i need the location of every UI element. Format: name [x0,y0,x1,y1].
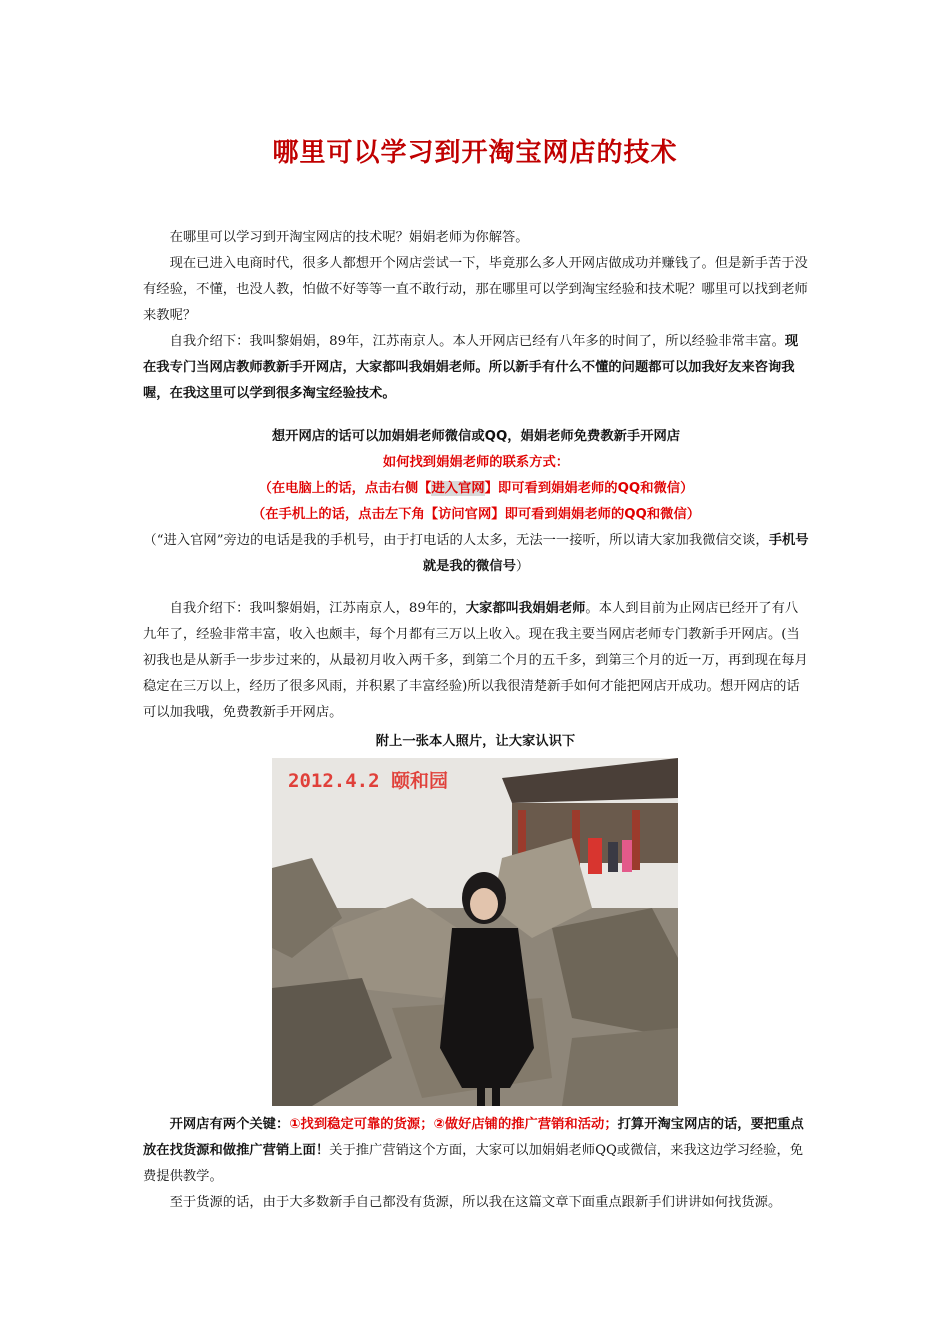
keys-bold: 打算开淘宝网店的话，要把重点放在找货源和做推广营销上面！ [143,1117,804,1158]
intro2-bold: 大家都叫我娟娟老师 [465,601,586,616]
intro2-paragraph [143,596,808,726]
photo-caption: 附上一张本人照片，让大家认识下 [375,734,576,749]
intro2-post: 。本人到目前为止网店已经开了有八九年了，经验非常丰富，收入也颇丰，每个月都有三万以上收入。现在我主要当网店老师专门教新手开网店。(当初我也是从新手一步步过来的，从最初月收入两千多，到第二个月的五千多，到第三个月的近一万，再到现在每月稳定在三万以上，经历了很多风雨，并积累了丰富经验)所以我很清楚新手如何才能把网店开成功。想开网店的话可以加我哦，免费教新手开网店。 [143,601,808,720]
keys-normal: 关于推广营销这个方面，大家可以加娟娟老师QQ或微信，来我这边学习经验，免费提供教学。 [143,1143,804,1184]
intro-bold-text: 现在我专门当网店教师教新手开网店，大家都叫我娟娟老师。所以新手有什么不懂的问题都可以加我好友来咨询我喔，在我这里可以学到很多淘宝经验技术。 [143,334,799,401]
page-title: 哪里可以学习到开淘宝网店的技术 [272,138,678,168]
keys-section [143,1112,808,1216]
contact-line-3-pre: （在电脑上的话，点击右侧【 [258,481,432,496]
contact-line-3-post: 】即可看到娟娟老师的QQ和微信） [484,481,694,496]
keys-paragraph-1 [143,1112,808,1190]
contact-line-1: 想开网店的话可以加娟娟老师微信或QQ，娟娟老师免费教新手开网店 [271,429,681,444]
contact-line-3 [140,476,812,502]
intro-paragraph-2: 现在已进入电商时代，很多人都想开个网店尝试一下，毕竟那么多人开网店做成功并赚钱了。但是新手苦于没有经验，不懂，也没人教，怕做不好等等一直不敢行动，那在哪里可以学到淘宝经验和技术呢？哪里可以找到老师来教呢？ [143,256,808,323]
official-site-link[interactable]: 进入官网 [431,481,485,496]
photo-caption-block [143,729,808,755]
photo-date-stamp: 2012.4.2 颐和园 [288,770,448,792]
keys-lead: 开网店有两个关键： [169,1117,290,1132]
author-photo [272,758,678,1106]
photo-illustration [272,758,678,1106]
contact-line-5-text: （“进入官网”旁边的电话是我的手机号，由于打电话的人太多，无法一一接听，所以请大家加我微信交谈， [143,533,769,548]
intro-section [143,225,808,407]
contact-line-2: 如何找到娟娟老师的联系方式： [382,455,570,470]
contact-line-5-bold: 手机号就是我的微信号 [422,533,809,574]
contact-line-5 [140,528,812,580]
contact-section [140,424,812,580]
keys-red: ①找到稳定可靠的货源；②做好店铺的推广营销和活动； [289,1117,618,1132]
contact-line-5-end: ） [515,559,530,574]
contact-line-4: （在手机上的话，点击左下角【访问官网】即可看到娟娟老师的QQ和微信） [251,507,701,522]
intro-paragraph-3 [143,329,808,407]
keys-paragraph-2: 至于货源的话，由于大多数新手自己都没有货源，所以我在这篇文章下面重点跟新手们讲讲如何找货源。 [169,1195,782,1210]
intro2-section [143,596,808,726]
intro2-pre: 自我介绍下：我叫黎娟娟，江苏南京人，89年的， [169,601,466,616]
intro-text: 自我介绍下：我叫黎娟娟，89年，江苏南京人。本人开网店已经有八年多的时间了，所以经验非常丰富。 [169,334,785,349]
intro-paragraph-1: 在哪里可以学习到开淘宝网店的技术呢？娟娟老师为你解答。 [169,230,529,245]
